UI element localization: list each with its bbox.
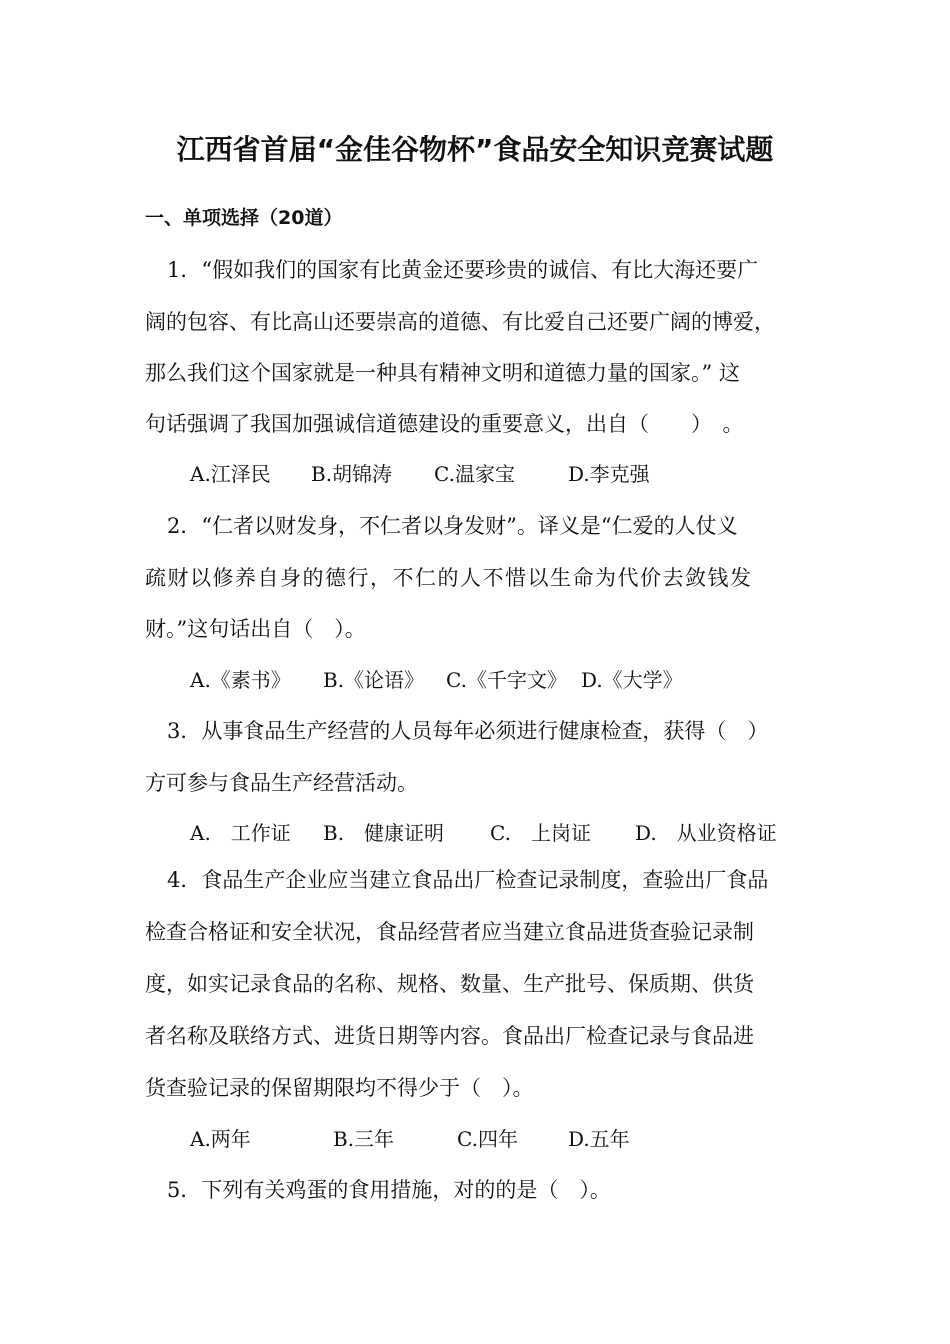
question-4-option-c: C.四年 — [457, 1127, 518, 1151]
question-2-option-b: B.《论语》 — [323, 668, 425, 692]
question-2-option-c: C.《千字文》 — [446, 668, 567, 692]
question-1-option-d: D.李克强 — [568, 462, 650, 486]
page-title: 江西省首届“金佳谷物杯”食品安全知识竞赛试题 — [176, 133, 774, 166]
question-4-line-4: 者名称及联络方式、进货日期等内容。食品出厂检查记录与食品进 — [145, 1024, 754, 1048]
question-4-option-b: B.三年 — [333, 1127, 395, 1151]
question-1-option-a: A.江泽民 — [190, 462, 271, 486]
question-4-line-3: 度，如实记录食品的名称、规格、数量、生产批号、保质期、供货 — [145, 972, 754, 996]
question-2-option-a: A.《素书》 — [190, 668, 291, 692]
question-4-line-2: 检查合格证和安全状况，食品经营者应当建立食品进货查验记录制 — [145, 920, 754, 944]
question-2-line-3: 财。”这句话出自（ ）。 — [145, 617, 366, 641]
question-3-line-1: 3．从事食品生产经营的人员每年必须进行健康检查，获得（ ） — [167, 719, 769, 743]
question-1-option-c: C.温家宝 — [434, 462, 515, 486]
question-3-option-c: C. 上岗证 — [490, 821, 591, 845]
question-2-line-2: 疏财以修养自身的德行，不仁的人不惜以生命为代价去敛钱发 — [145, 566, 753, 590]
question-1-line-3: 那么我们这个国家就是一种具有精神文明和道德力量的国家。” 这 — [145, 361, 740, 385]
question-1-line-2: 阔的包容、有比高山还要崇高的道德、有比爱自己还要广阔的博爱， — [145, 310, 775, 334]
question-1-option-b: B.胡锦涛 — [311, 462, 393, 486]
question-3-line-2: 方可参与食品生产经营活动。 — [145, 771, 418, 795]
section-heading: 一、单项选择（20道） — [145, 207, 343, 229]
question-4-option-a: A.两年 — [190, 1127, 251, 1151]
question-3-option-a: A. 工作证 — [190, 821, 291, 845]
question-5-line-1: 5．下列有关鸡蛋的食用措施，对的的是（ ）。 — [167, 1178, 611, 1202]
question-4-line-1: 4．食品生产企业应当建立食品出厂检查记录制度，查验出厂食品 — [167, 868, 769, 892]
question-1-line-4: 句话强调了我国加强诚信道德建设的重要意义，出自（ ） 。 — [145, 412, 744, 436]
question-4-line-5: 货查验记录的保留期限均不得少于（ ）。 — [145, 1076, 534, 1100]
question-4-option-d: D.五年 — [568, 1127, 630, 1151]
question-2-line-1: 2．“仁者以财发身，不仁者以身发财”。译义是“仁爱的人仗义 — [167, 514, 738, 538]
question-1-line-1: 1．“假如我们的国家有比黄金还要珍贵的诚信、有比大海还要广 — [167, 258, 759, 282]
question-2-option-d: D.《大学》 — [581, 668, 683, 692]
question-3-option-b: B. 健康证明 — [323, 821, 445, 845]
question-3-option-d: D. 从业资格证 — [635, 821, 777, 845]
